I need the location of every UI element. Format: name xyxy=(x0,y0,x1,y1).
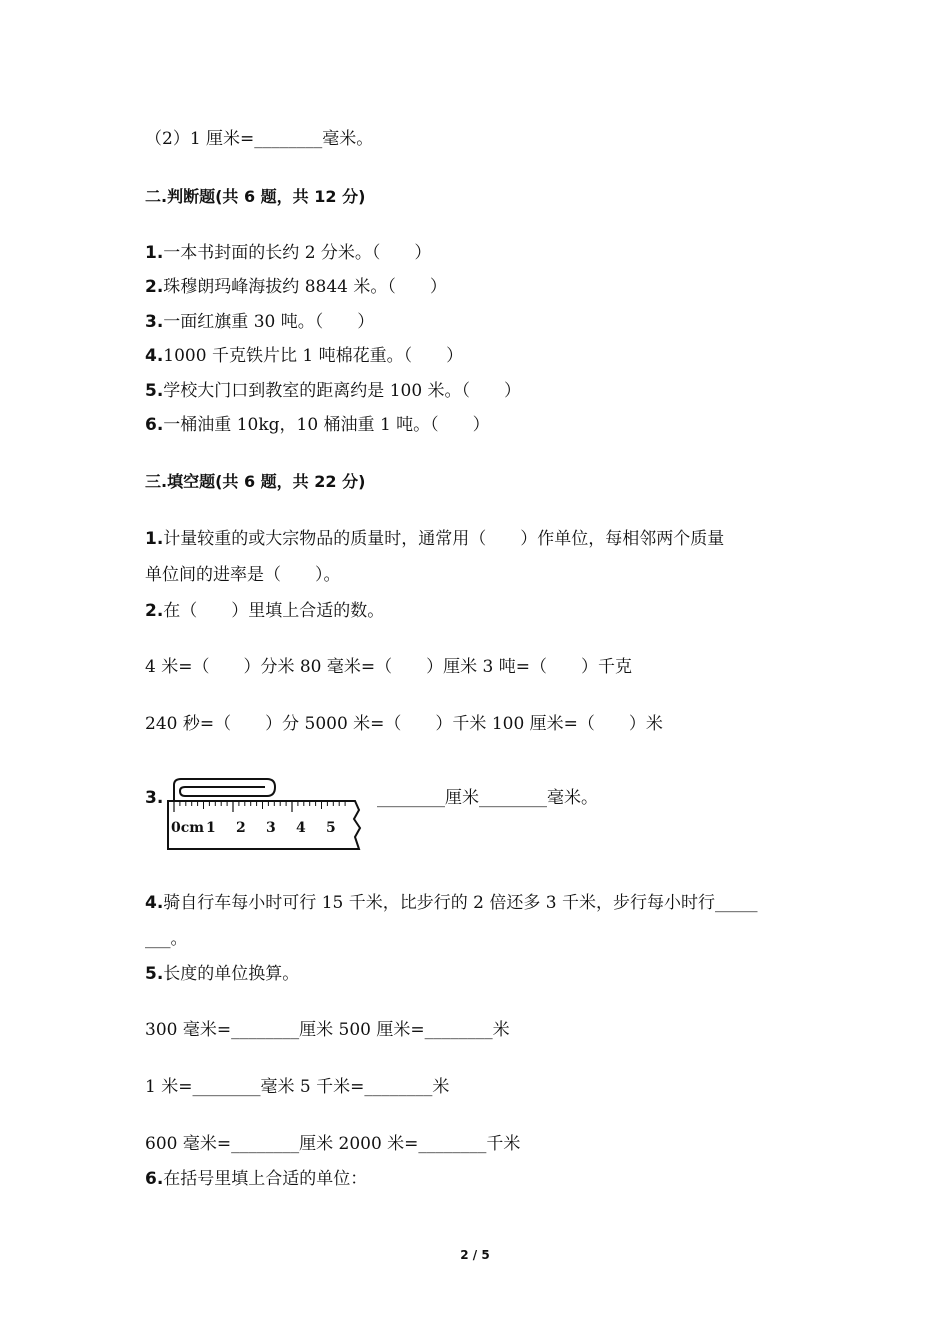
item-number: 6. xyxy=(145,415,164,435)
fill-q1-line1 xyxy=(145,528,724,550)
judge-item-1 xyxy=(145,242,431,264)
item-number: 2. xyxy=(145,601,164,621)
ruler-label-2: 2 xyxy=(236,820,246,836)
item-number: 2. xyxy=(145,277,164,297)
ruler-label-1: 1 xyxy=(206,820,216,836)
item-number: 1. xyxy=(145,529,164,549)
judge-item-2 xyxy=(145,276,447,298)
fill-q3-text: ________厘米________毫米。 xyxy=(377,788,598,808)
judge-item-6 xyxy=(145,414,490,436)
section3-title: 三.填空题(共 6 题，共 22 分) xyxy=(145,472,366,491)
fill-q2 xyxy=(145,600,384,622)
item-text: 长度的单位换算。 xyxy=(163,964,300,984)
item-text: 一面红旗重 30 吨。（ ） xyxy=(163,312,375,332)
item-text: 骑自行车每小时可行 15 千米，比步行的 2 倍还多 3 千米，步行每小时行_____ xyxy=(163,893,758,913)
fill-q2-row1: 4 米=（ ）分米 80 毫米=（ ）厘米 3 吨=（ ）千克 xyxy=(145,657,633,677)
fill-q6 xyxy=(145,1168,367,1190)
judge-item-4 xyxy=(145,345,463,367)
judge-item-3 xyxy=(145,311,374,333)
fill-q4-line1 xyxy=(145,892,757,914)
item-number: 5. xyxy=(145,964,164,984)
judge-item-5 xyxy=(145,380,521,402)
fill-q1-line2: 单位间的进率是（ ）。 xyxy=(145,565,341,585)
fill-q5-row1: 300 毫米=________厘米 500 厘米=________米 xyxy=(145,1020,510,1040)
ruler-label-5: 5 xyxy=(326,820,336,836)
item-text: 学校大门口到教室的距离约是 100 米。（ ） xyxy=(163,381,522,401)
fill-q4-line2: ___。 xyxy=(145,929,188,949)
intro-line: （2）1 厘米=________毫米。 xyxy=(145,129,374,149)
ruler-label-0: 0cm xyxy=(171,820,205,836)
item-text: 1000 千克铁片比 1 吨棉花重。（ ） xyxy=(163,346,464,366)
item-text: 在（ ）里填上合适的数。 xyxy=(163,601,385,621)
page-number: 2 / 5 xyxy=(460,1248,490,1262)
fill-q5 xyxy=(145,963,299,985)
fill-q2-row2: 240 秒=（ ）分 5000 米=（ ）千米 100 厘米=（ ）米 xyxy=(145,714,663,734)
ruler-with-paperclip-image xyxy=(165,776,377,852)
fill-q5-row2: 1 米=________毫米 5 千米=________米 xyxy=(145,1077,450,1097)
fill-q3-number: 3. xyxy=(145,788,164,808)
item-number: 6. xyxy=(145,1169,164,1189)
item-number: 5. xyxy=(145,381,164,401)
item-number: 1. xyxy=(145,243,164,263)
item-number: 4. xyxy=(145,346,164,366)
item-text: 计量较重的或大宗物品的质量时，通常用（ ）作单位，每相邻两个质量 xyxy=(163,529,725,549)
fill-q5-row3: 600 毫米=________厘米 2000 米=________千米 xyxy=(145,1134,521,1154)
item-number: 4. xyxy=(145,893,164,913)
item-text: 一本书封面的长约 2 分米。（ ） xyxy=(163,243,432,263)
item-number: 3. xyxy=(145,312,164,332)
item-text: 一桶油重 10kg，10 桶油重 1 吨。（ ） xyxy=(163,415,490,435)
ruler-label-4: 4 xyxy=(296,820,306,836)
item-text: 珠穆朗玛峰海拔约 8844 米。（ ） xyxy=(163,277,447,297)
ruler-label-3: 3 xyxy=(266,820,276,836)
section2-title: 二.判断题(共 6 题，共 12 分) xyxy=(145,187,366,206)
item-text: 在括号里填上合适的单位： xyxy=(163,1169,368,1189)
